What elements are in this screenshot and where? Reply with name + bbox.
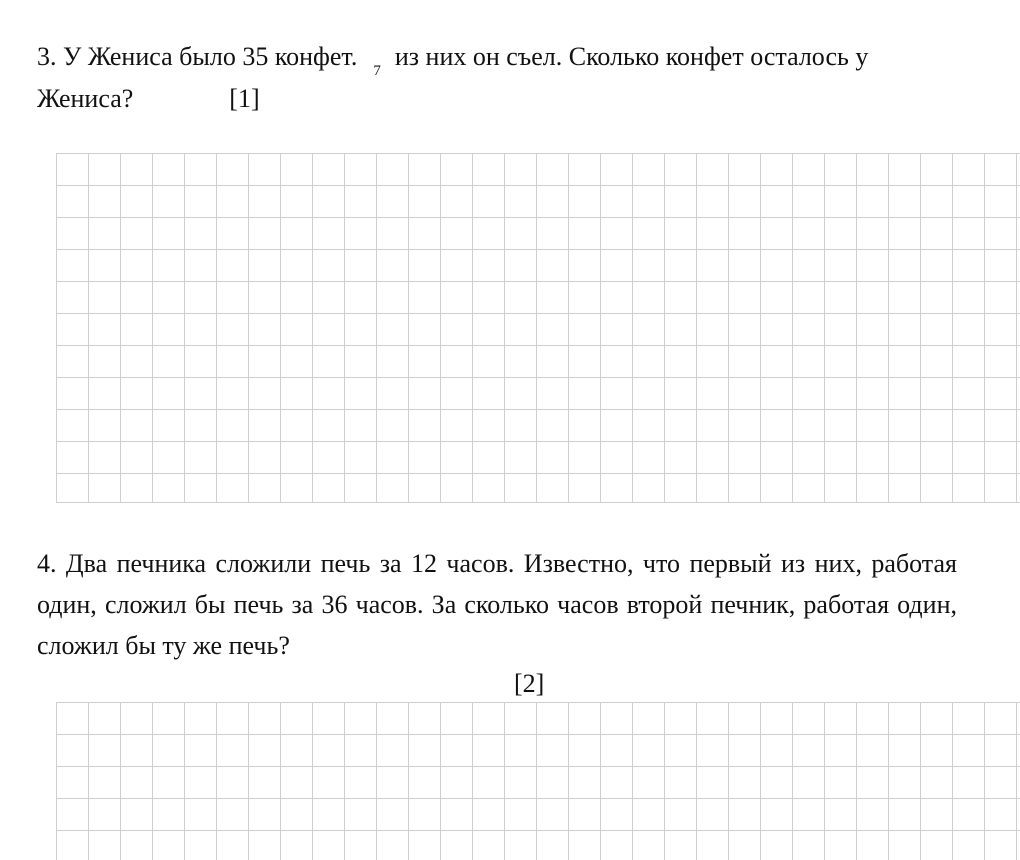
task-3-line-1 [37,36,957,82]
task-4-points: [2] [514,669,545,698]
task-4-text: 4. Два печника сложили печь за 12 часов. Известно, что первый из них, работая один, сложил бы печь за 36 часов. За сколько часов второй печник, работая один, сложил бы ту же печь? [37,549,957,660]
task-3-text-start: 3. У Жениса было 35 конфет. [37,42,358,71]
answer-grid-task-4[interactable] [56,702,1020,860]
task-3-question: Жениса? [37,84,134,113]
task-3-line-2 [37,78,957,119]
task-3-points: [1] [229,84,260,113]
answer-grid-task-3[interactable] [56,153,1020,503]
task-3-text-end: из них он съел. Сколько конфет осталось у [394,42,869,71]
task-3-fraction-denominator: 7 [373,63,381,79]
